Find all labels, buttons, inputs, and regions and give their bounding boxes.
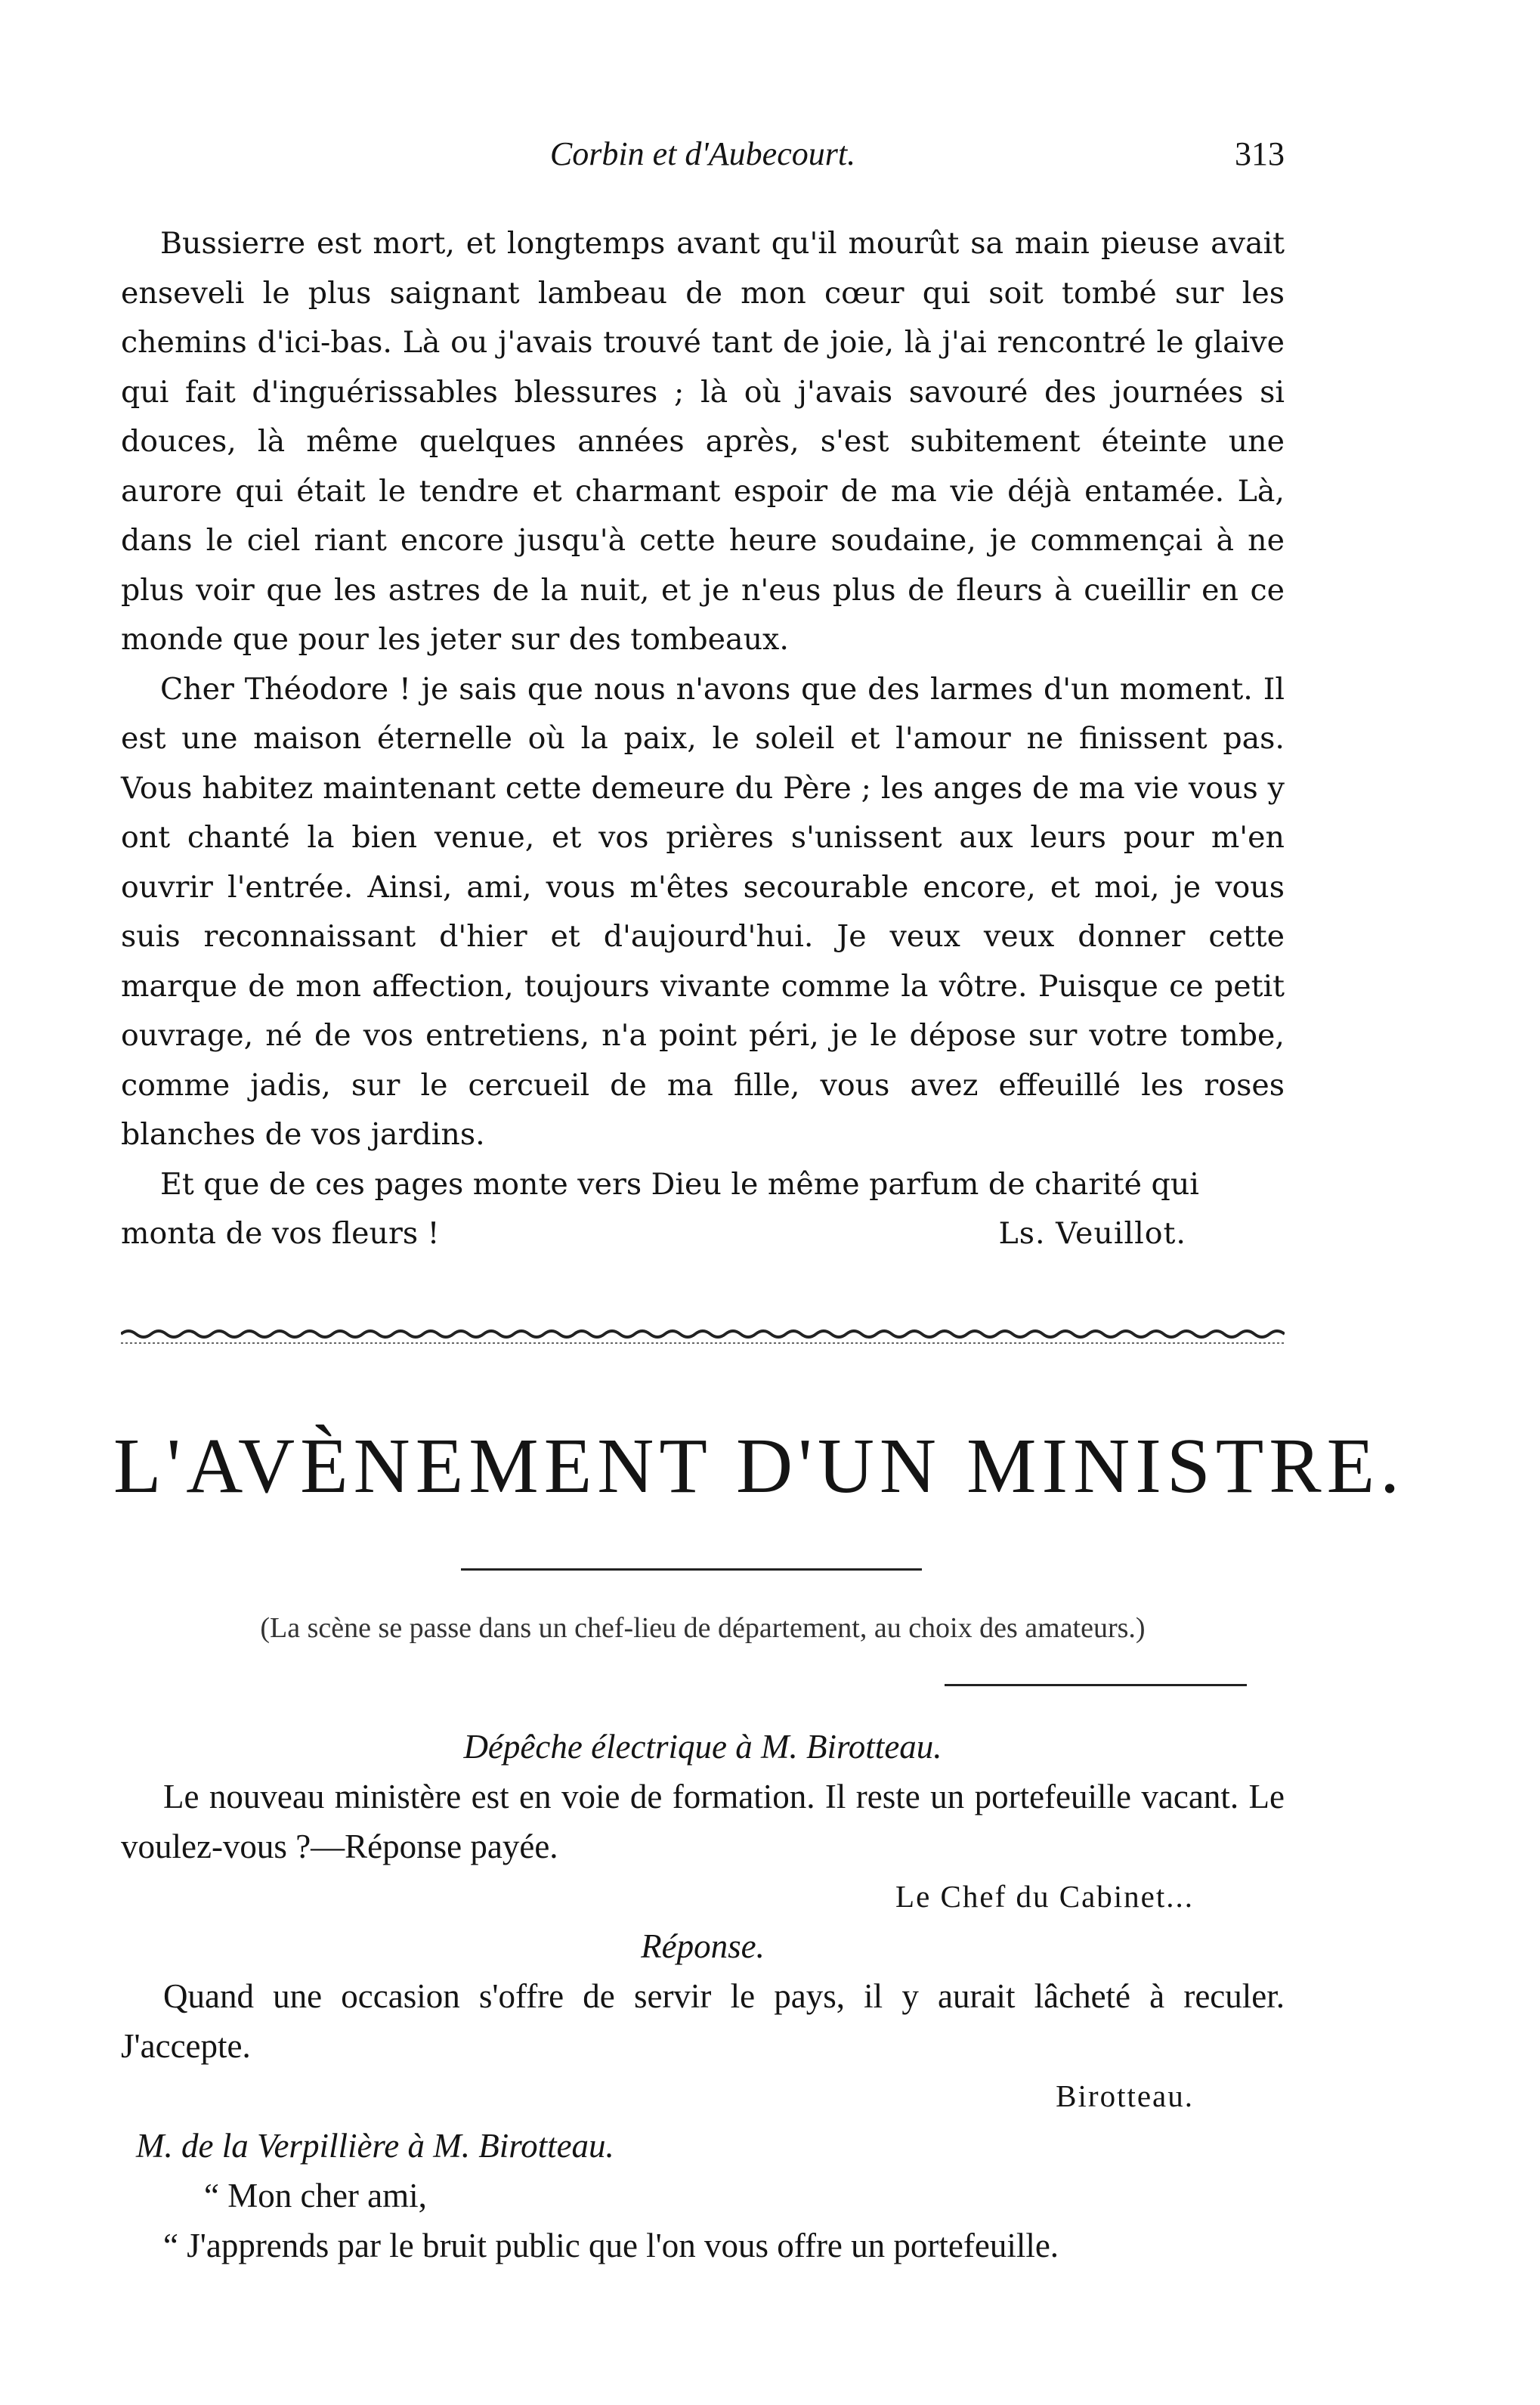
paragraph: Et que de ces pages monte vers Dieu le même parfum de charité qui <box>160 1166 1199 1202</box>
ornamental-divider <box>121 1326 1285 1349</box>
author-signature: Ls. Veuillot. <box>998 1216 1186 1251</box>
letter-heading: M. de la Verpillière à M. Birotteau. <box>136 2127 614 2165</box>
play-text <box>121 1722 1285 2270</box>
reply-heading: Réponse. <box>641 1927 765 1965</box>
stage-direction: (La scène se passe dans un chef-lieu de département, au choix des amateurs.) <box>260 1612 1146 1644</box>
paragraph: Bussierre est mort, et longtemps avant qu'il mourût sa main pieuse avait enseveli le plus saignant lambeau de mon cœur qui soit tombé sur les chemins d'ici-bas. Là ou j'avais trouvé tant de joie, là j'ai rencontré le glaive qui fait d'inguérissables blessures ; là où j'avais savouré des journées si douces, là même quelques années après, s'est subitement éteinte une aurore qui était le tendre et charmant espoir de ma vie déjà entamée. Là, dans le ciel riant encore jusqu'à cette heure soudaine, je commençai à ne plus voir que les astres de la nuit, et je n'eus plus de fleurs à cueillir en ce monde que pour les jeter sur des tombeaux. <box>121 226 1285 657</box>
closing-text: monta de vos fleurs ! <box>121 1216 440 1251</box>
dispatch-heading: Dépêche électrique à M. Birotteau. <box>463 1728 942 1766</box>
dispatch-text: Le nouveau ministère est en voie de formation. Il reste un portefeuille vacant. Le voulez-vous ?—Réponse payée. <box>121 1778 1285 1865</box>
reply-text: Quand une occasion s'offre de servir le pays, il y aurait lâcheté à reculer. J'accepte. <box>121 1977 1285 2065</box>
rule <box>945 1684 1247 1686</box>
dedication-text <box>121 219 1285 1259</box>
running-title: Corbin et d'Aubecourt. <box>549 135 856 172</box>
closing-line <box>121 1209 1285 1259</box>
running-head <box>121 135 1285 180</box>
page-number: 313 <box>1235 135 1285 172</box>
reply-signature: Birotteau. <box>1056 2078 1194 2113</box>
dispatch-signature: Le Chef du Cabinet... <box>895 1879 1194 1914</box>
rule <box>461 1568 922 1571</box>
letter-greeting: “ Mon cher ami, <box>204 2177 427 2215</box>
paragraph: Cher Théodore ! je sais que nous n'avons que des larmes d'un moment. Il est une maison éternelle où la paix, le soleil et l'amour ne finissent pas. Vous habitez maintenant cette demeure du Père ; les anges de ma vie vous y ont chanté la bien venue, et vos prières s'unissent aux leurs pour m'en ouvrir l'entrée. Ainsi, ami, vous m'êtes secourable encore, et moi, je vous suis reconnaissant d'hier et d'aujourd'hui. Je veux veux donner cette marque de mon affection, toujours vivante comme la vôtre. Puisque ce petit ouvrage, né de vos entretiens, n'a point péri, je le dépose sur votre tombe, comme jadis, sur le cercueil de ma fille, vous avez effeuillé les roses blanches de vos jardins. <box>121 671 1285 1152</box>
section-title: L'AVÈNEMENT D'UN MINISTRE. <box>113 1422 1405 1509</box>
letter-line: “ J'apprends par le bruit public que l'on vous offre un portefeuille. <box>163 2227 1059 2264</box>
